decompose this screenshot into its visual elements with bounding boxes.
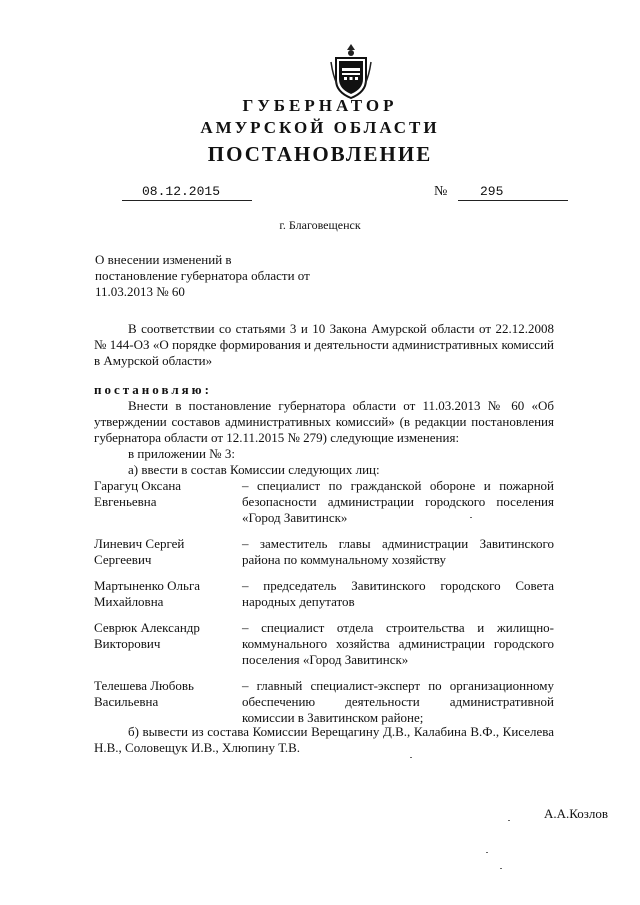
org-title-line2: АМУРСКОЙ ОБЛАСТИ: [200, 118, 440, 137]
decree-word: постановляю:: [94, 382, 212, 397]
document-number: 295: [480, 184, 504, 199]
member-description: – главный специалист-эксперт по организационному обеспечению деятельности административной комиссии в Завитинском районе;: [242, 678, 554, 725]
number-underline: [458, 200, 568, 201]
member-name: Телешева Любовь Васильевна: [94, 678, 194, 709]
member-description: – специалист по гражданской обороне и пожарной безопасности администрации городского поселения «Город Завитинск»: [242, 478, 554, 525]
appendix-line: в приложении № 3:: [128, 446, 235, 461]
org-title-line1: ГУБЕРНАТОР: [242, 96, 398, 115]
document-type: ПОСТАНОВЛЕНИЕ: [207, 142, 433, 166]
member-name: Гарагуц Оксана Евгеньевна: [94, 478, 182, 509]
remove-members-paragraph: б) вывести из состава Комиссии Верещагину Д.В., Калабина В.Ф., Киселева Н.В., Соловещук И.В., Хлюпину Т.В.: [94, 724, 554, 755]
document-subject: О внесении изменений в постановление губернатора области от 11.03.2013 № 60: [95, 252, 310, 299]
add-members-line: а) ввести в состав Комиссии следующих лиц:: [128, 462, 380, 477]
item-1-paragraph: Внести в постановление губернатора области от 11.03.2013 № 60 «Об утверждении составов административных комиссий» (в редакции постановления губернатора области от 12.11.2015 № 279) следующие изменения:: [94, 398, 554, 445]
member-name: Линевич Сергей Сергеевич: [94, 536, 185, 567]
coat-of-arms-icon: [328, 42, 374, 100]
scan-speck: [486, 852, 488, 853]
document-date: 08.12.2015: [142, 184, 221, 199]
member-description: – заместитель главы администрации Завитинского района по коммунальному хозяйству: [242, 536, 554, 567]
city: г. Благовещенск: [279, 218, 361, 232]
scan-speck: [470, 517, 472, 518]
scan-speck: [410, 757, 412, 758]
date-underline: [122, 200, 252, 201]
scan-speck: [508, 820, 510, 821]
scan-speck: [500, 868, 502, 869]
signature-name: А.А.Козлов: [544, 806, 609, 821]
member-name: Мартыненко Ольга Михайловна: [94, 578, 201, 609]
member-description: – специалист отдела строительства и жилищно-коммунального хозяйства администрации городского поселения «Город Завитинск»: [242, 620, 554, 667]
number-sign: №: [434, 184, 448, 199]
member-description: – председатель Завитинского городского Совета народных депутатов: [242, 578, 554, 609]
member-name: Севрюк Александр Викторович: [94, 620, 200, 651]
preamble-paragraph: В соответствии со статьями 3 и 10 Закона Амурской области от 22.12.2008 № 144-ОЗ «О порядке формирования и деятельности административных комиссий в Амурской области»: [94, 321, 554, 368]
